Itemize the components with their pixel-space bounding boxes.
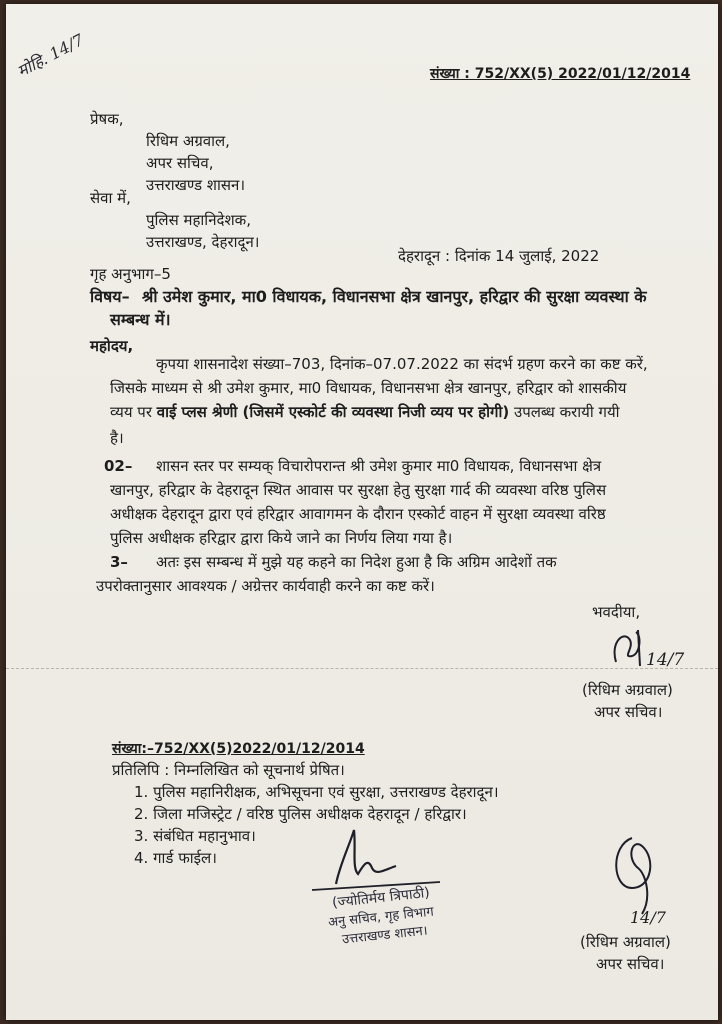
sender-designation: अपर सचिव, — [146, 154, 214, 172]
place-date: देहरादून : दिनांक 14 जुलाई, 2022 — [398, 247, 600, 265]
subject-line-2: सम्बन्ध में। — [110, 310, 171, 329]
recipient-address: उत्तराखण्ड, देहरादून। — [146, 233, 260, 251]
salutation: महोदय, — [90, 337, 134, 355]
para1-line-2: जिसके माध्यम से श्री उमेश कुमार, मा0 विधायक, विधानसभा क्षेत्र खानपुर, हरिद्वार को शासकीय — [110, 379, 627, 397]
para1-line-3-end: उपलब्ध करायी गयी — [514, 403, 620, 421]
sender-office: उत्तराखण्ड शासन। — [146, 176, 246, 194]
subject-label: विषय– — [90, 287, 130, 306]
stamp-line-2: अनु सचिव, गृह विभाग — [327, 904, 435, 931]
para2-number: 02– — [104, 457, 133, 475]
subject-line-1: श्री उमेश कुमार, मा0 विधायक, विधानसभा क्षेत्र खानपुर, हरिद्वार की सुरक्षा व्यवस्था के — [142, 287, 647, 306]
para3-number: 3– — [110, 553, 128, 571]
signer-1-name: (रिधिम अग्रवाल) — [582, 681, 673, 699]
copy-item-2: 2. जिला मजिस्ट्रेट / वरिष्ठ पुलिस अधीक्षक देहरादून / हरिद्वार। — [134, 805, 467, 823]
copy-item-3: 3. संबंधित महानुभाव। — [134, 827, 256, 845]
para2-line-2: खानपुर, हरिद्वार के देहरादून स्थित आवास पर सुरक्षा हेतु सुरक्षा गार्द की व्यवस्था वरिष्ठ पुलिस — [110, 481, 607, 499]
copy-intro: प्रतिलिपि : निम्नलिखित को सूचनार्थ प्रेषित। — [112, 761, 345, 779]
signature-3-date: 14/7 — [630, 908, 666, 927]
recipient-name: पुलिस महानिदेशक, — [146, 211, 251, 229]
para2-line-3: अधीक्षक देहरादून द्वारा एवं हरिद्वार आवागमन के दौरान एस्कोर्ट वाहन में सुरक्षा व्यवस्था वरिष्ठ — [110, 505, 606, 523]
closing: भवदीया, — [592, 603, 641, 621]
signer-2-designation: अपर सचिव। — [596, 955, 665, 973]
reference-number: संख्या : 752/XX(5) 2022/01/12/2014 — [430, 66, 691, 82]
section-name: गृह अनुभाग–5 — [90, 265, 171, 283]
stamp-line-1: (ज्योतिर्मय त्रिपाठी) — [331, 884, 431, 912]
para3-line-1: अतः इस सम्बन्ध में मुझे यह कहने का निदेश हुआ है कि अग्रिम आदेशों तक — [156, 553, 557, 571]
margin-note: मोहि. 14/7 — [14, 30, 87, 81]
copy-reference: संख्या:–752/XX(5)2022/01/12/2014 — [112, 741, 365, 757]
signature-1-date: 14/7 — [646, 650, 685, 670]
signature-3 — [602, 828, 682, 918]
para1-line-3-bold: वाई प्लस श्रेणी (जिसमें एस्कोर्ट की व्यवस्था निजी व्यय पर होगी) — [156, 403, 510, 421]
stamp-line-3: उत्तराखण्ड शासन। — [341, 923, 429, 948]
sender-name: रिधिम अग्रवाल, — [146, 132, 230, 150]
para2-line-4: पुलिस अधीक्षक हरिद्वार द्वारा किये जाने का निर्णय लिया गया है। — [110, 529, 453, 547]
para1-line-3 — [110, 402, 620, 422]
para2-line-1: शासन स्तर पर सम्यक् विचारोपरान्त श्री उमेश कुमार मा0 विधायक, विधानसभा क्षेत्र — [156, 457, 602, 475]
sender-label: प्रेषक, — [90, 110, 124, 128]
para1-line-3-start: व्यय पर — [110, 403, 152, 421]
para3-line-2: उपरोक्तानुसार आवश्यक / अग्रेत्तर कार्यवाही करने का कष्ट करें। — [96, 577, 435, 595]
copy-item-4: 4. गार्ड फाईल। — [134, 849, 217, 867]
signer-1-designation: अपर सचिव। — [594, 703, 663, 721]
para1-line-1: कृपया शासनादेश संख्या–703, दिनांक–07.07.2022 का संदर्भ ग्रहण करने का कष्ट करें, — [156, 355, 648, 373]
copy-item-1: 1. पुलिस महानिरीक्षक, अभिसूचना एवं सुरक्षा, उत्तराखण्ड देहरादून। — [134, 783, 499, 801]
para1-line-4: है। — [110, 429, 124, 447]
recipient-label: सेवा में, — [90, 189, 131, 207]
letter-page — [6, 4, 718, 1020]
fold-line — [6, 668, 718, 669]
signer-2-name: (रिधिम अग्रवाल) — [580, 933, 671, 951]
